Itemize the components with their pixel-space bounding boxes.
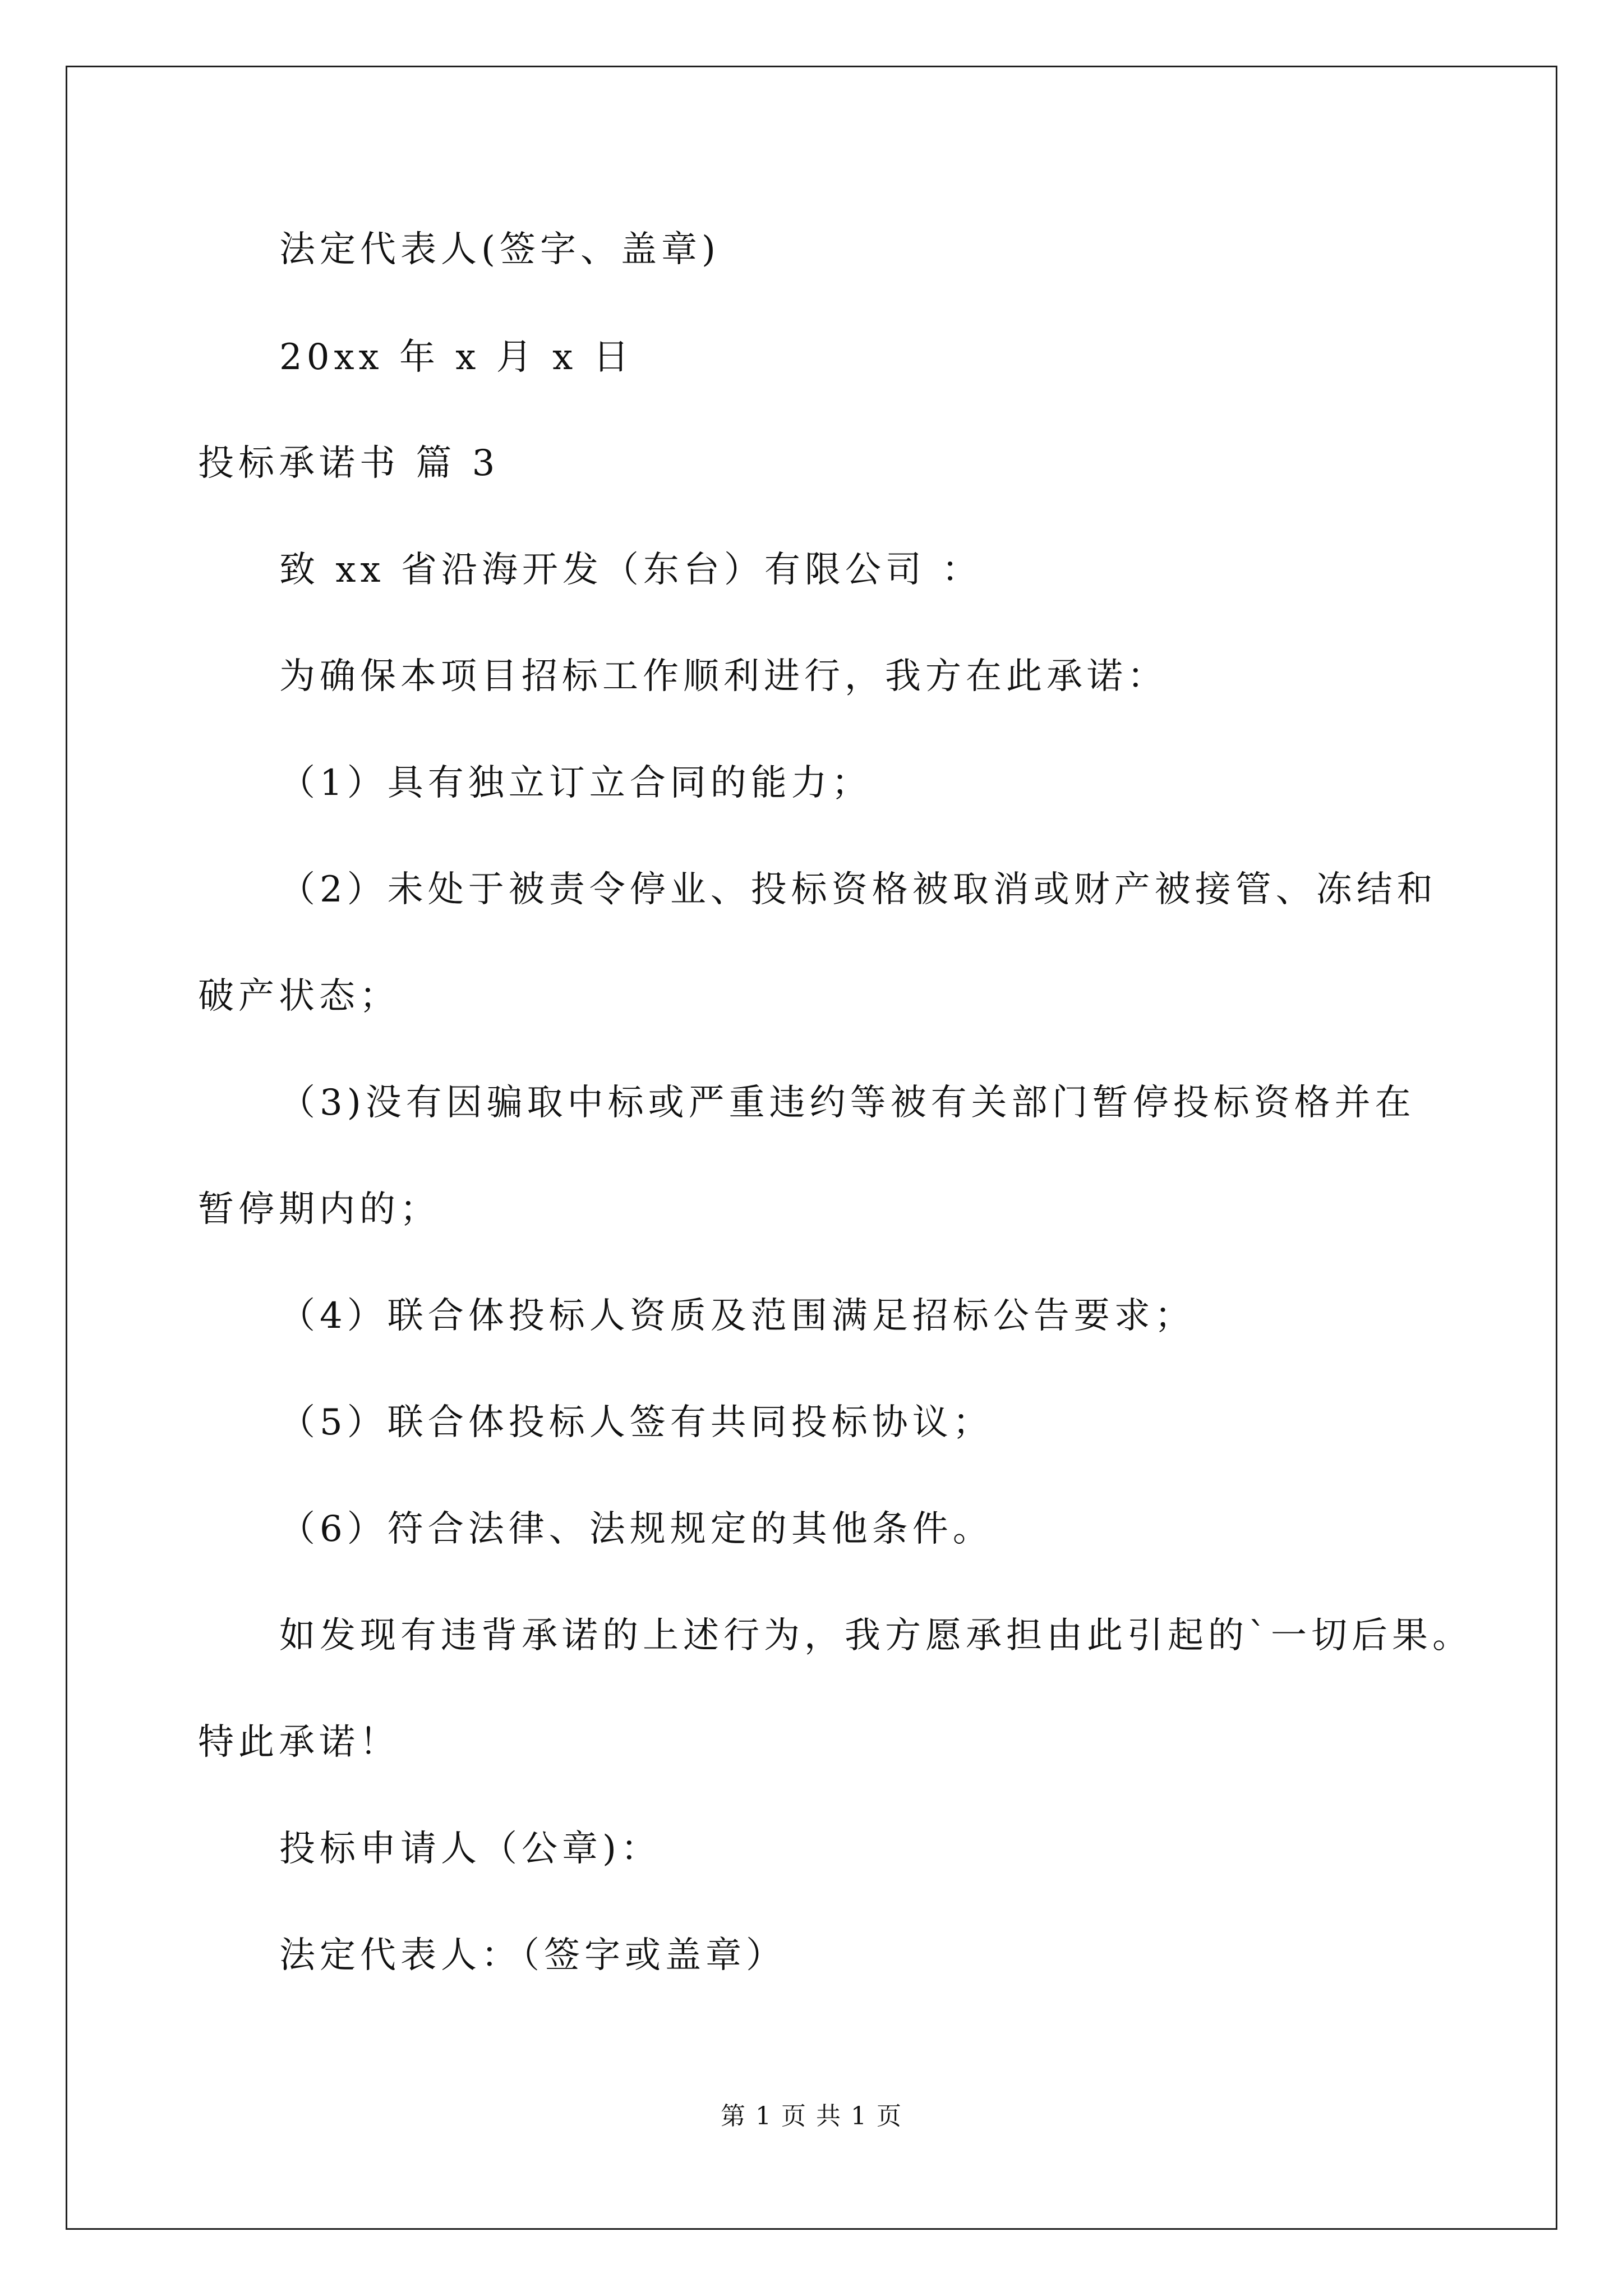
legal-rep-signature-line: 法定代表人：（签字或盖章） bbox=[279, 1935, 786, 1976]
commitment-item-3-cont: 暂停期内的； bbox=[198, 1189, 440, 1230]
page-number-footer: 第 1 页 共 1 页 bbox=[721, 2102, 902, 2131]
date-line-1: 20xx 年 x 月 x 日 bbox=[279, 337, 634, 378]
commitment-item-2: （2）未处于被责令停业、投标资格被取消或财产被接管、冻结和 bbox=[279, 869, 1437, 910]
consequence-paragraph: 如发现有违背承诺的上述行为，我方愿承担由此引起的`一切后果。 bbox=[279, 1615, 1473, 1657]
commitment-item-1: （1）具有独立订立合同的能力； bbox=[279, 762, 872, 804]
commitment-item-5: （5）联合体投标人签有共同投标协议； bbox=[279, 1402, 993, 1443]
applicant-seal-line: 投标申请人（公章)： bbox=[279, 1828, 661, 1870]
commitment-item-2-cont: 破产状态； bbox=[198, 976, 400, 1017]
addressee: 致 xx 省沿海开发（东台）有限公司 ： bbox=[279, 549, 983, 591]
intro-paragraph: 为确保本项目招标工作顺利进行，我方在此承诺： bbox=[279, 656, 1168, 697]
signature-line-1: 法定代表人(签字、盖章) bbox=[279, 229, 720, 270]
commitment-item-3: （3)没有因骗取中标或严重违约等被有关部门暂停投标资格并在 bbox=[279, 1082, 1415, 1124]
commitment-item-4: （4）联合体投标人资质及范围满足招标公告要求； bbox=[279, 1295, 1195, 1337]
commitment-item-6: （6）符合法律、法规规定的其他条件。 bbox=[279, 1508, 993, 1550]
closing-statement: 特此承诺！ bbox=[198, 1722, 400, 1763]
page-border bbox=[66, 66, 1557, 2230]
section-heading: 投标承诺书 篇 3 bbox=[198, 443, 500, 484]
